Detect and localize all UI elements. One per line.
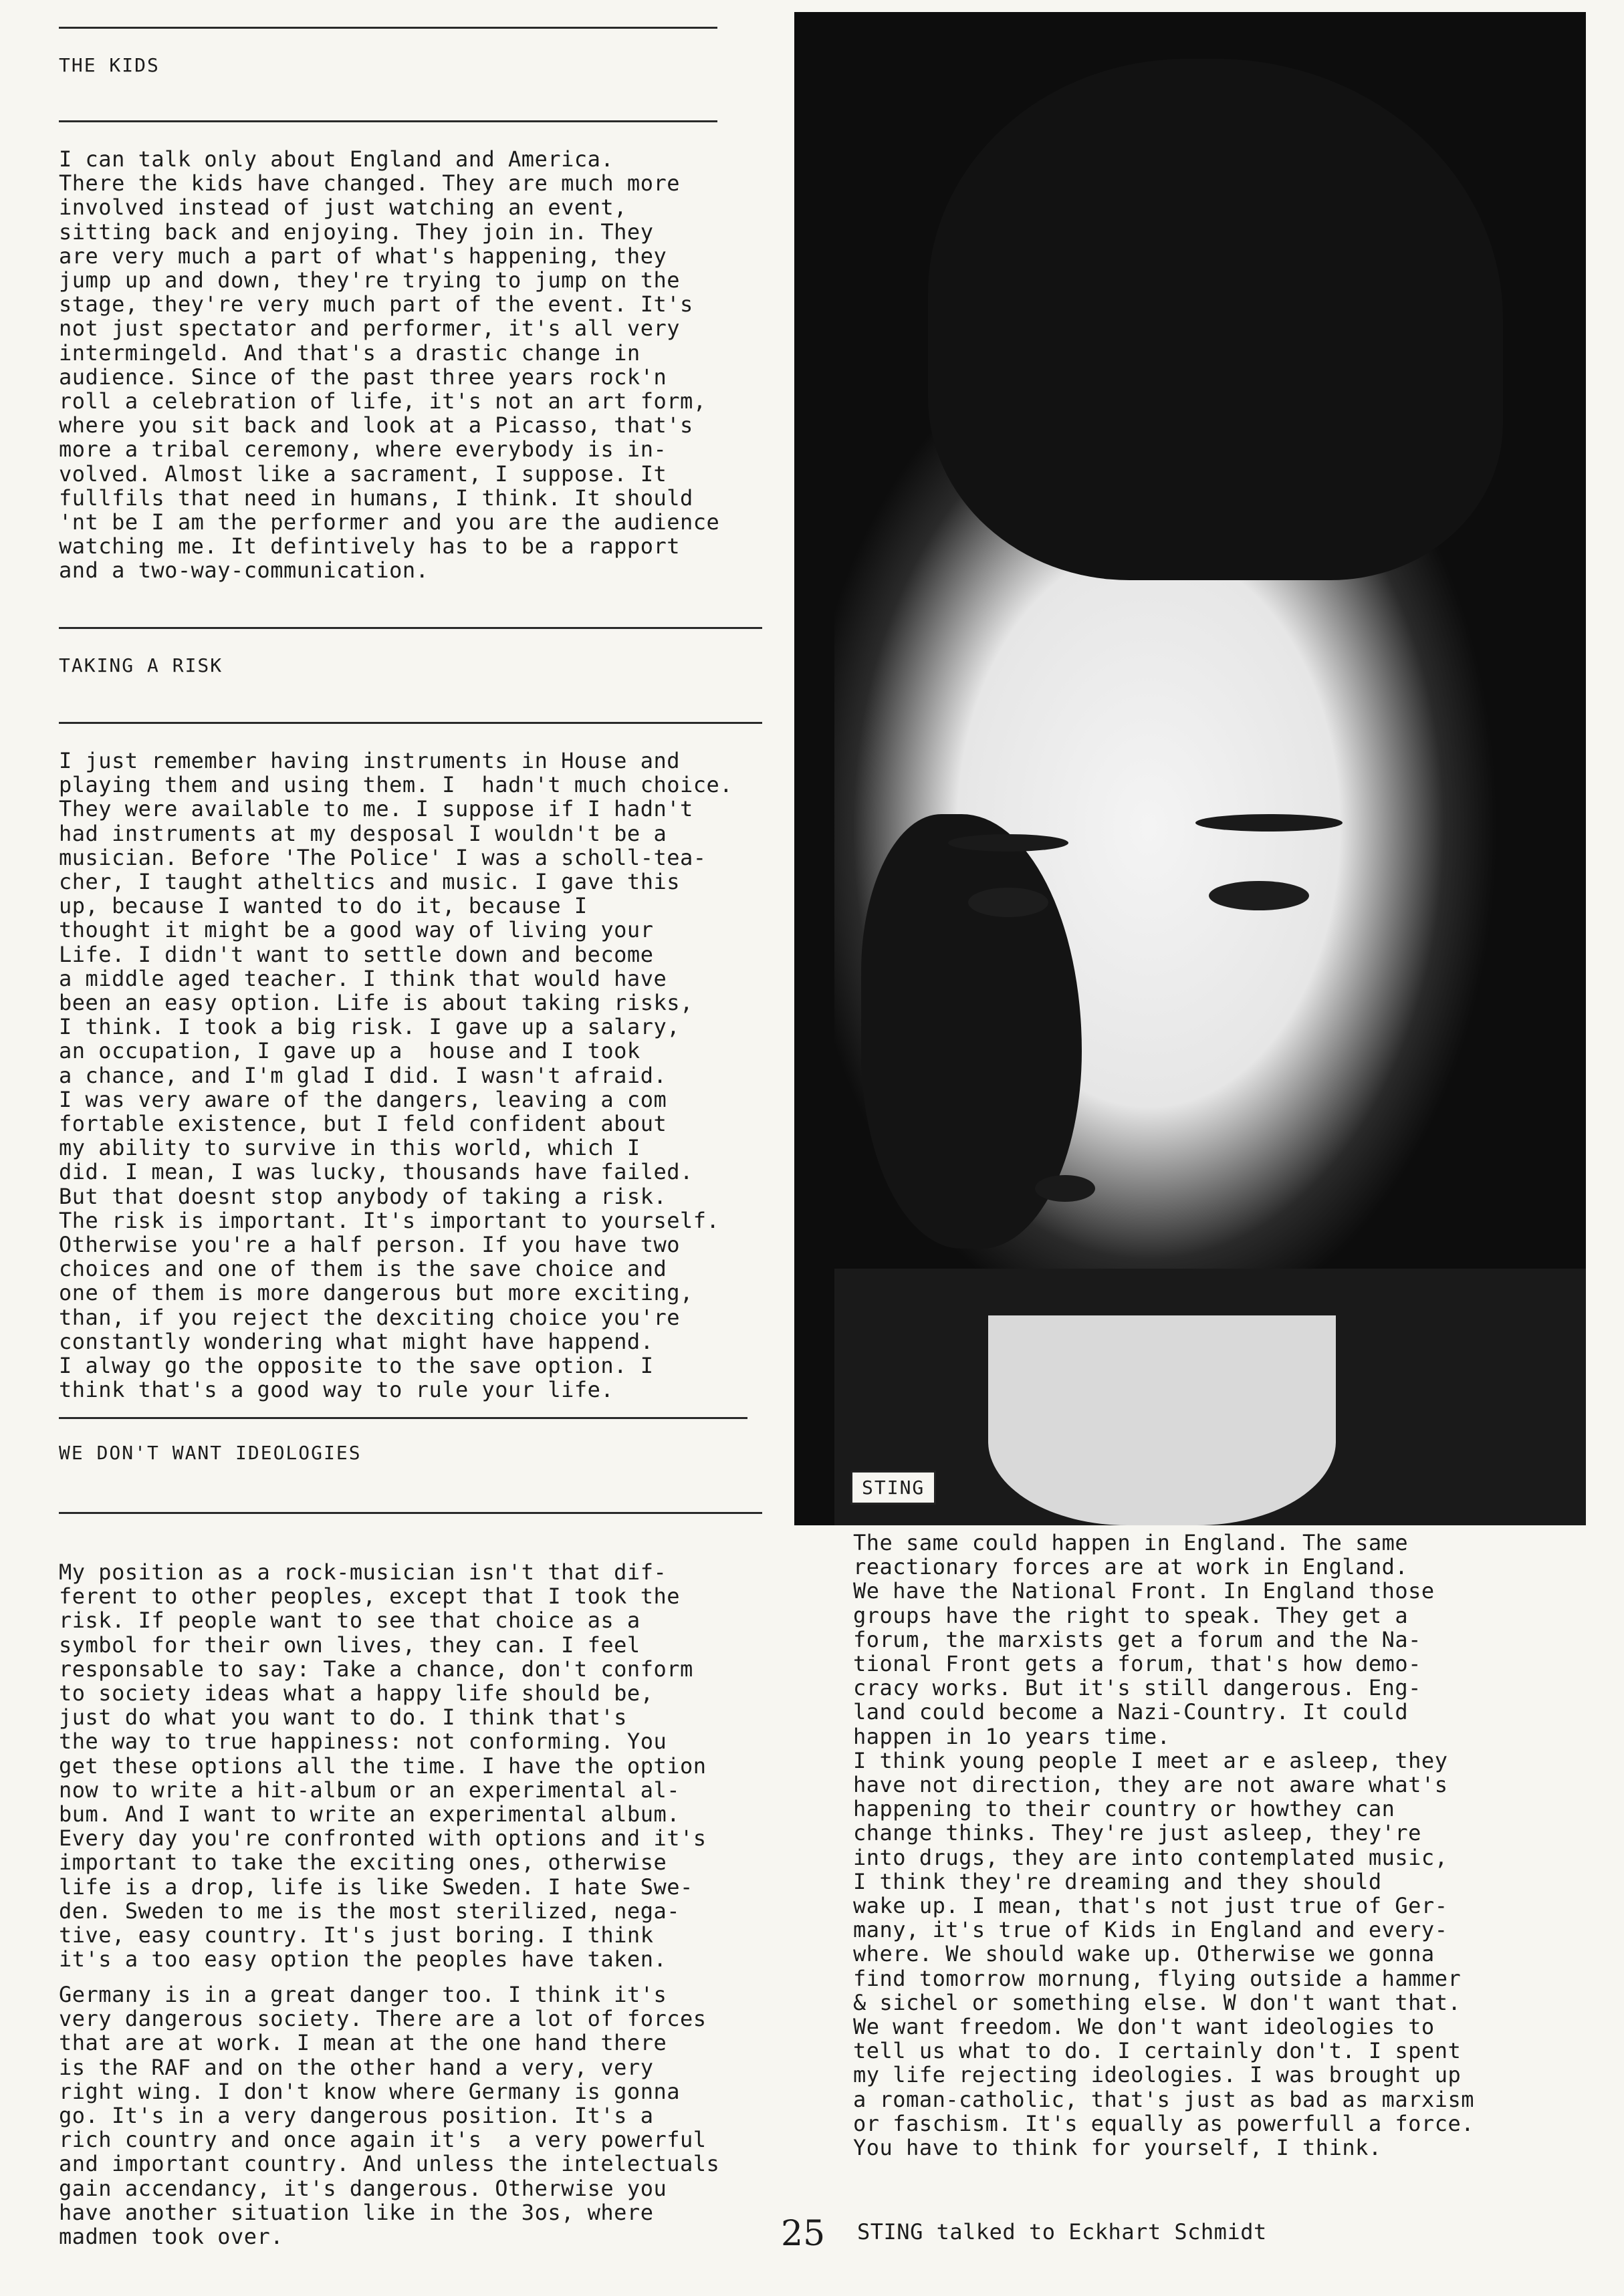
portrait-right-eye (1209, 881, 1309, 910)
rule-ideologies-bottom (59, 1512, 762, 1514)
text-line: I think they're dreaming and they should (853, 1868, 1382, 1894)
heading-taking-a-risk: TAKING A RISK (59, 654, 223, 676)
text-line: are very much a part of what's happening, they (59, 243, 667, 269)
portrait-nose (1035, 1175, 1095, 1202)
heading-the-kids: THE KIDS (59, 54, 160, 76)
text-line: find tomorrow mornung, flying outside a hammer (853, 1965, 1462, 1991)
text-line: There the kids have changed. They are much more (59, 170, 680, 197)
paragraph-taking-a-risk (59, 749, 733, 1402)
text-line: have not direction, they are not aware what's (853, 1772, 1448, 1798)
text-line: You have to think for yourself, I think. (853, 2135, 1382, 2161)
text-line: symbol for their own lives, they can. I feel (59, 1632, 641, 1658)
rule-risk-bottom (59, 722, 762, 724)
text-line: many, it's true of Kids in England and every- (853, 1917, 1448, 1943)
text-line: have another situation like in the 3os, where (59, 2199, 654, 2225)
text-line: groups have the right to speak. They get a (853, 1602, 1409, 1628)
text-line: sitting back and enjoying. They join in. They (59, 219, 654, 245)
text-line: now to write a hit-album or an experimental al- (59, 1777, 680, 1803)
text-line: 'nt be I am the performer and you are the audience (59, 509, 720, 535)
text-line: My position as a rock-musician isn't that dif- (59, 1559, 667, 1585)
text-line: jump up and down, they're trying to jump on the (59, 267, 680, 293)
text-line: into drugs, they are into contemplated music, (853, 1844, 1448, 1870)
text-line: or faschism. It's equally as powerfull a force. (853, 2110, 1474, 2136)
text-line: happen in 1o years time. (853, 1723, 1171, 1749)
paragraph-the-kids (59, 147, 719, 583)
text-line: stage, they're very much part of the event. It's (59, 291, 693, 317)
text-line: had instruments at my desposal I wouldn't be a (59, 820, 667, 846)
text-line: rich country and once again it's a very powerful (59, 2127, 707, 2153)
text-line: risk. If people want to see that choice as a (59, 1608, 641, 1634)
text-line: Otherwise you're a half person. If you have two (59, 1232, 680, 1258)
text-line: just do what you want to do. I think that's (59, 1704, 627, 1731)
text-line: think that's a good way to rule your life. (59, 1377, 614, 1403)
paragraph-ideologies-2 (59, 1983, 719, 2249)
text-line: We have the National Front. In England those (853, 1578, 1435, 1604)
text-line: intermingeld. And that's a drastic change in (59, 340, 641, 366)
text-line: We want freedom. We don't want ideologies to (853, 2014, 1435, 2040)
text-line: audience. Since of the past three years rock'n (59, 364, 667, 390)
text-line: playing them and using them. I hadn't much choice. (59, 772, 733, 798)
text-line: I just remember having instruments in House and (59, 748, 680, 773)
portrait-photo-face (834, 12, 1586, 1525)
text-line: get these options all the time. I have the option (59, 1753, 707, 1779)
page-number: 25 (781, 2214, 826, 2254)
text-line: bum. And I want to write an experimental album. (59, 1801, 680, 1827)
text-line: been an easy option. Life is about taking risks, (59, 990, 693, 1016)
text-line: The risk is important. It's important to yourself. (59, 1207, 720, 1233)
text-line: my life rejecting ideologies. I was brought up (853, 2062, 1462, 2088)
text-line: the way to true happiness: not conforming. You (59, 1729, 667, 1755)
text-line: where you sit back and look at a Picasso, that's (59, 412, 693, 438)
text-line: one of them is more dangerous but more exciting, (59, 1280, 693, 1306)
text-line: not just spectator and performer, it's all very (59, 315, 680, 342)
text-line: and important country. And unless the intelectuals (59, 2151, 720, 2177)
text-line: Life. I didn't want to settle down and become (59, 941, 654, 967)
text-line: cracy works. But it's still dangerous. Eng- (853, 1675, 1421, 1701)
text-line: important to take the exciting ones, otherwise (59, 1849, 667, 1876)
text-line: I was very aware of the dangers, leaving a com (59, 1086, 667, 1112)
text-line: to society ideas what a happy life should be, (59, 1680, 654, 1706)
text-line: fortable existence, but I feld confident about (59, 1111, 667, 1137)
text-line: The same could happen in England. The same (853, 1530, 1409, 1555)
text-line: tional Front gets a forum, that's how demo- (853, 1651, 1421, 1677)
text-line: did. I mean, I was lucky, thousands have failed. (59, 1159, 693, 1185)
text-line: my ability to survive in this world, which I (59, 1135, 641, 1161)
text-line: happening to their country or howthey can (853, 1796, 1395, 1822)
text-line: volved. Almost like a sacrament, I suppose. It (59, 461, 667, 487)
text-line: it's a too easy option the peoples have taken. (59, 1946, 667, 1972)
text-line: fullfils that need in humans, I think. It should (59, 485, 693, 511)
text-line: and a two-way-communication. (59, 557, 429, 584)
text-line: than, if you reject the dexciting choice you're (59, 1304, 680, 1330)
portrait-hair (928, 59, 1503, 580)
text-line: where. We should wake up. Otherwise we gonna (853, 1941, 1435, 1967)
text-line: den. Sweden to me is the most sterilized, nega- (59, 1898, 680, 1924)
text-line: musician. Before 'The Police' I was a scholl-tea- (59, 844, 707, 870)
portrait-left-eye (968, 888, 1048, 917)
text-line: is the RAF and on the other hand a very, very (59, 2054, 654, 2080)
text-line: constantly wondering what might have happend. (59, 1328, 654, 1354)
interview-credit: STING talked to Eckhart Schmidt (857, 2219, 1267, 2245)
text-line: gain accendancy, it's dangerous. Otherwise you (59, 2175, 667, 2201)
text-line: forum, the marxists get a forum and the Na- (853, 1626, 1421, 1652)
text-line: reactionary forces are at work in England. (853, 1554, 1409, 1580)
text-line: very dangerous society. There are a lot of forces (59, 2006, 707, 2032)
text-line: land could become a Nazi-Country. It could (853, 1699, 1409, 1725)
text-line: choices and one of them is the save choice and (59, 1256, 667, 1282)
text-line: more a tribal ceremony, where everybody is in- (59, 436, 667, 463)
rule-kids-bottom (59, 120, 717, 122)
text-line: I alway go the opposite to the save option. I (59, 1353, 654, 1379)
portrait-left-brow (948, 834, 1068, 852)
portrait-right-brow (1195, 814, 1343, 832)
text-line: go. It's in a very dangerous position. It's a (59, 2103, 654, 2129)
text-line: involved instead of just watching an event, (59, 195, 627, 221)
text-line: I think young people I meet ar e asleep, they (853, 1747, 1448, 1773)
text-line: & sichel or something else. W don't want that. (853, 1989, 1462, 2015)
text-line: Every day you're confronted with options and it's (59, 1825, 707, 1852)
text-line: They were available to me. I suppose if I hadn't (59, 796, 693, 822)
text-line: Germany is in a great danger too. I think it's (59, 1982, 667, 2007)
text-line: tell us what to do. I certainly don't. I spent (853, 2038, 1462, 2064)
rule-risk-top (59, 627, 762, 629)
photo-caption: STING (850, 1471, 936, 1505)
text-line: cher, I taught atheltics and music. I gave this (59, 869, 680, 895)
text-line: But that doesnt stop anybody of taking a risk. (59, 1183, 667, 1209)
text-line: responsable to say: Take a chance, don't conform (59, 1656, 693, 1682)
text-line: an occupation, I gave up a house and I took (59, 1038, 641, 1064)
text-line: I can talk only about England and America. (59, 146, 614, 172)
text-line: a roman-catholic, that's just as bad as marxism (853, 2086, 1474, 2112)
text-line: that are at work. I mean at the one hand there (59, 2030, 667, 2056)
text-line: change thinks. They're just asleep, they're (853, 1820, 1421, 1846)
text-line: right wing. I don't know where Germany is gonna (59, 2078, 680, 2104)
text-line: a chance, and I'm glad I did. I wasn't afraid. (59, 1062, 667, 1088)
portrait-collar (988, 1315, 1336, 1525)
text-line: thought it might be a good way of living your (59, 917, 654, 943)
paragraph-ideologies-1 (59, 1560, 707, 1971)
rule-ideologies-top (59, 1417, 747, 1419)
text-line: life is a drop, life is like Sweden. I hate Swe- (59, 1874, 693, 1900)
text-line: I think. I took a big risk. I gave up a salary, (59, 1014, 680, 1040)
text-line: madmen took over. (59, 2224, 284, 2250)
portrait-photo (794, 12, 1586, 1525)
rule-kids-top (59, 27, 717, 29)
text-line: a middle aged teacher. I think that would have (59, 965, 667, 991)
text-line: wake up. I mean, that's not just true of Ger- (853, 1893, 1448, 1919)
text-line: tive, easy country. It's just boring. I think (59, 1922, 654, 1948)
text-line: up, because I wanted to do it, because I (59, 893, 588, 919)
paragraph-ideologies-3 (853, 1531, 1474, 2160)
text-line: watching me. It defintively has to be a rapport (59, 533, 680, 559)
text-line: roll a celebration of life, it's not an art form, (59, 388, 707, 414)
heading-we-dont-want-ideologies: WE DON'T WANT IDEOLOGIES (59, 1442, 362, 1464)
text-line: ferent to other peoples, except that I took the (59, 1583, 680, 1610)
